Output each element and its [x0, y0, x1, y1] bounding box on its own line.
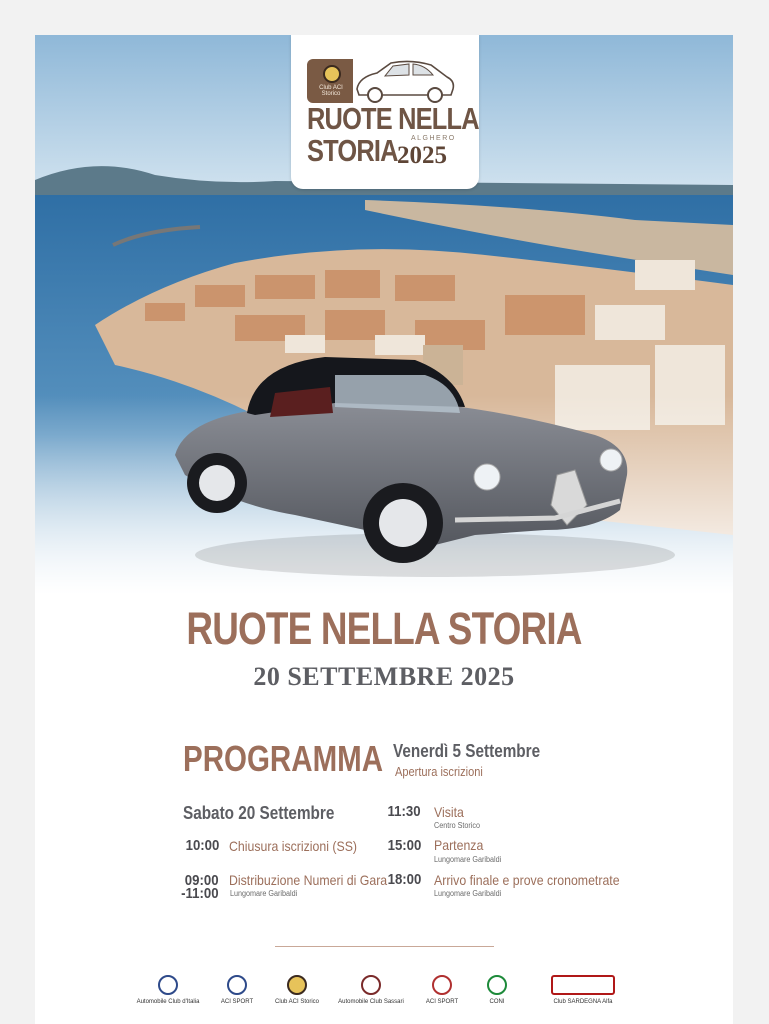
friday-note: Apertura iscrizioni — [395, 764, 483, 779]
sponsor-label: Automobile Club d'Italia — [136, 999, 200, 1005]
sponsor-label: Club SARDEGNA Alfa — [553, 999, 613, 1005]
sponsor-club-sardegna-alfa — [535, 975, 631, 1005]
logo-title-line2: STORIA — [307, 133, 398, 168]
event-title: RUOTE NELLA STORIA — [186, 603, 582, 654]
coni-logo-icon — [487, 975, 507, 995]
aci-sport-logo-icon — [227, 975, 247, 995]
schedule-time: 10:00 — [185, 837, 219, 854]
sponsor-aci — [128, 975, 208, 1005]
sponsor-coni — [475, 975, 519, 1005]
aci-storico-emblem-icon — [323, 65, 341, 83]
logo-club-name: Club ACI Storico — [319, 85, 343, 97]
saturday-heading: Sabato 20 Settembre — [183, 803, 335, 823]
event-poster — [35, 35, 733, 1024]
logo-title-line1: RUOTE NELLA — [307, 101, 479, 136]
logo-car-icon — [351, 55, 459, 105]
event-logo — [291, 35, 479, 189]
club-aci-storico-logo-icon — [287, 975, 307, 995]
schedule-event: Chiusura iscrizioni (SS) — [229, 838, 358, 854]
schedule-event-location: Lungomare Garibaldi — [230, 889, 298, 898]
schedule-time: 09:00 -11:00 — [181, 872, 219, 902]
footer-divider — [275, 946, 494, 947]
event-date: 20 SETTEMBRE 2025 — [253, 662, 515, 691]
ac-sassari-logo-icon — [361, 975, 381, 995]
sponsor-ac-sassari — [335, 975, 407, 1005]
schedule-event: Visita — [434, 804, 464, 820]
schedule-time: 18:00 — [387, 871, 421, 888]
aci-sport-sardegna-logo-icon — [432, 975, 452, 995]
schedule-event-location: Lungomare Garibaldi — [434, 855, 502, 864]
sponsor-aci-sport — [207, 975, 267, 1005]
aci-logo-icon — [158, 975, 178, 995]
logo-place: ALGHERO — [411, 135, 456, 142]
sponsor-label: Club ACI Storico — [274, 999, 320, 1005]
sponsor-club-aci-storico — [267, 975, 327, 1005]
club-sardegna-alfa-logo-icon — [551, 975, 615, 995]
schedule-time: 15:00 — [387, 837, 421, 854]
logo-year: 2025 — [397, 142, 447, 169]
sponsor-label: CONI — [489, 999, 505, 1005]
sponsor-label: ACI SPORT — [220, 999, 254, 1005]
schedule-event: Partenza — [434, 837, 484, 853]
schedule-event-location: Centro Storico — [434, 821, 481, 830]
programma-title: PROGRAMMA — [183, 738, 384, 779]
schedule-time: 11:30 — [387, 803, 421, 820]
sponsor-label: Automobile Club Sassari — [338, 999, 404, 1005]
schedule-event-location: Lungomare Garibaldi — [434, 889, 502, 898]
sponsor-label: ACI SPORT — [425, 999, 459, 1005]
schedule-event: Distribuzione Numeri di Gara — [229, 872, 388, 888]
friday-heading: Venerdì 5 Settembre — [393, 741, 541, 761]
sponsor-aci-sport-sardegna — [417, 975, 467, 1005]
schedule-event: Arrivo finale e prove cronometrate — [434, 872, 620, 888]
